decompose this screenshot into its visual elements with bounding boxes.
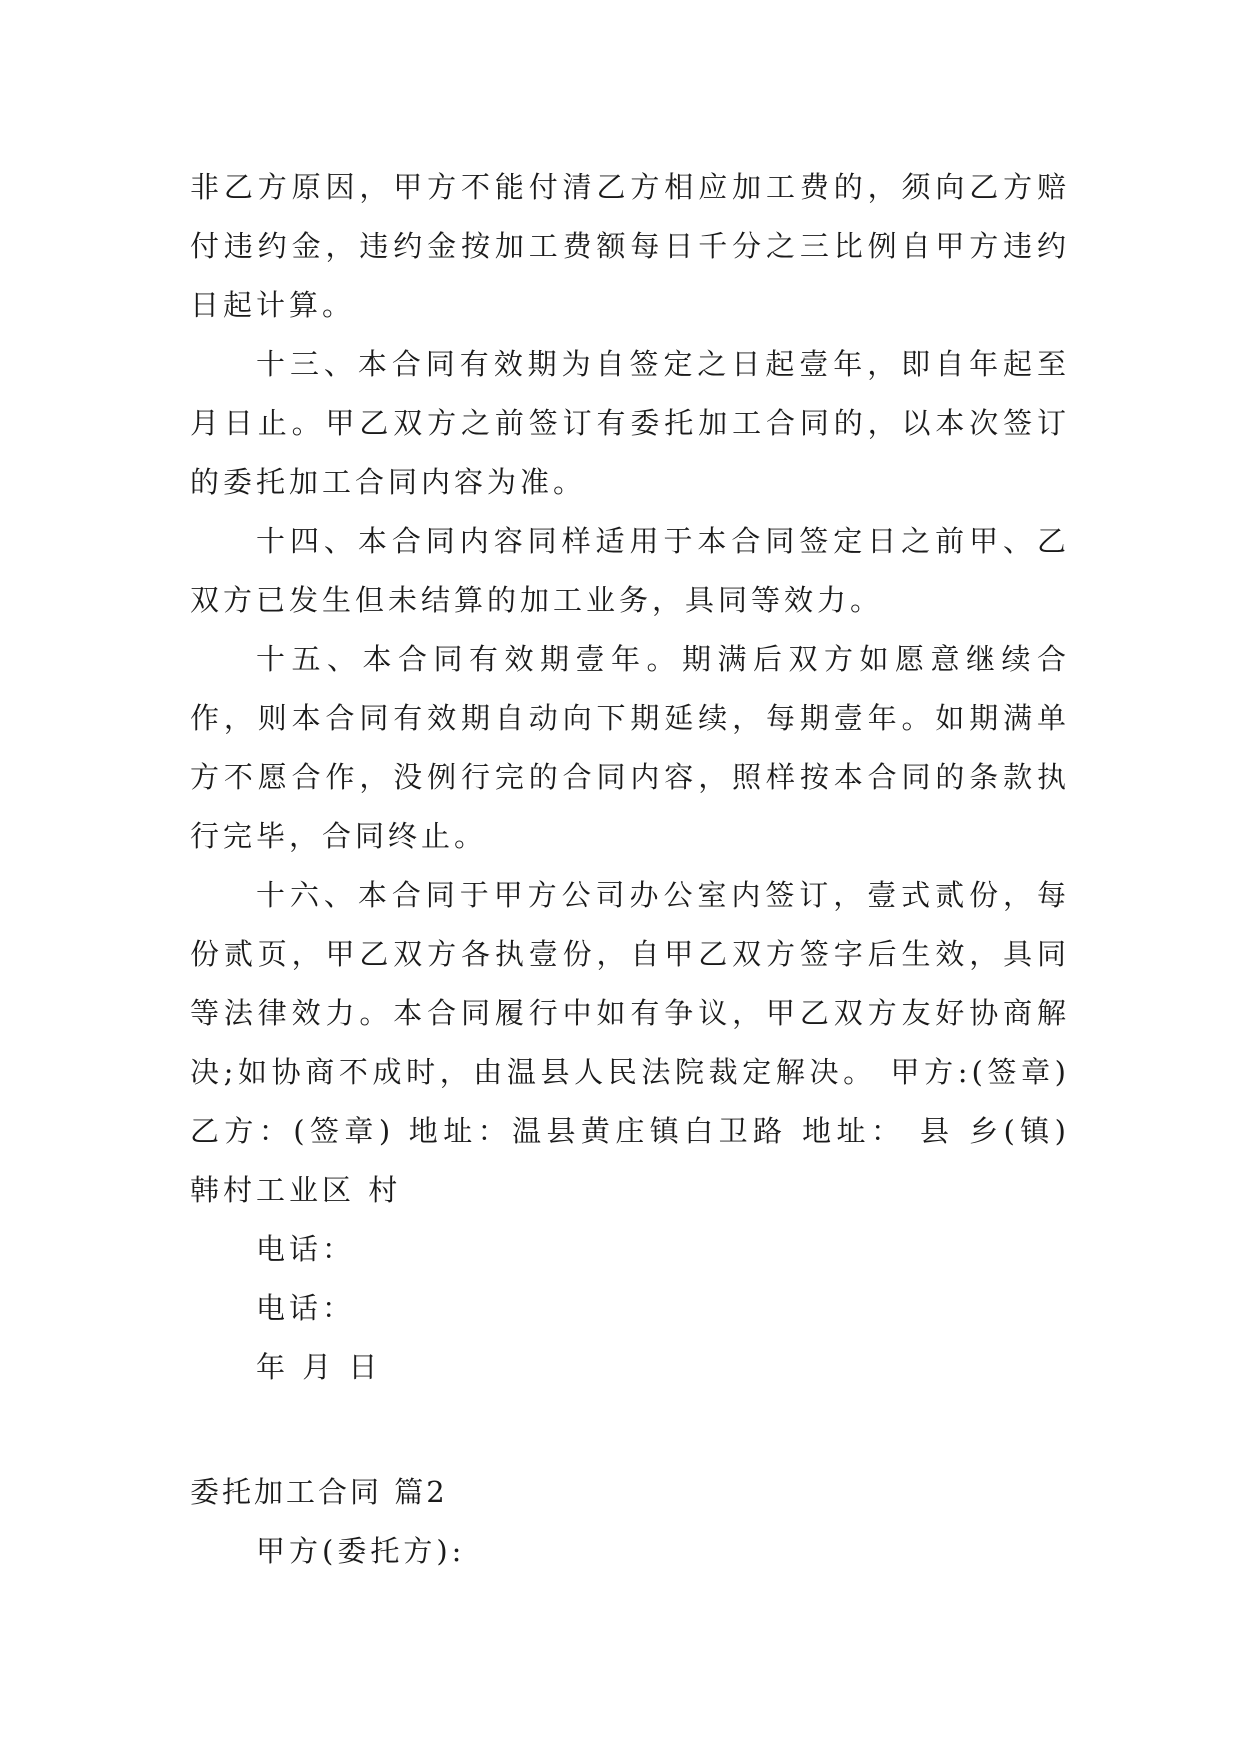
- phone-line-1: 电话：: [256, 1232, 356, 1266]
- paragraph-clause-16: 十六、本合同于甲方公司办公室内签订，壹式贰份，每份贰页，甲乙双方各执壹份，自甲乙双方签字后生效，具同等法律效力。本合同履行中如有争议，甲乙双方友好协商解决;如协商不成时，由温县人民法院裁定解决。 甲方:(签章) 乙方：(签章) 地址：温县黄庄镇白卫路 地址： 县 乡(镇) 韩村工业区 村: [190, 878, 1070, 1207]
- section-2-title: 委托加工合同 篇2: [190, 1475, 448, 1509]
- paragraph-penalty: 非乙方原因，甲方不能付清乙方相应加工费的，须向乙方赔付违约金，违约金按加工费额每日千分之三比例自甲方违约日起计算。: [190, 170, 1070, 322]
- paragraph-clause-15: 十五、本合同有效期壹年。期满后双方如愿意继续合作，则本合同有效期自动向下期延续，每期壹年。如期满单方不愿合作，没例行完的合同内容，照样按本合同的条款执行完毕，合同终止。: [190, 642, 1070, 853]
- paragraph-clause-13: 十三、本合同有效期为自签定之日起壹年，即自年起至月日止。甲乙双方之前签订有委托加工合同的，以本次签订的委托加工合同内容为准。: [190, 347, 1070, 499]
- date-line: 年 月 日: [256, 1350, 382, 1384]
- party-a-line: 甲方(委托方):: [256, 1534, 466, 1568]
- paragraph-clause-14: 十四、本合同内容同样适用于本合同签定日之前甲、乙双方已发生但未结算的加工业务，具同等效力。: [190, 524, 1070, 617]
- phone-line-2: 电话：: [256, 1291, 356, 1325]
- section-spacer: [190, 1397, 1070, 1463]
- document-body: [190, 158, 1070, 1581]
